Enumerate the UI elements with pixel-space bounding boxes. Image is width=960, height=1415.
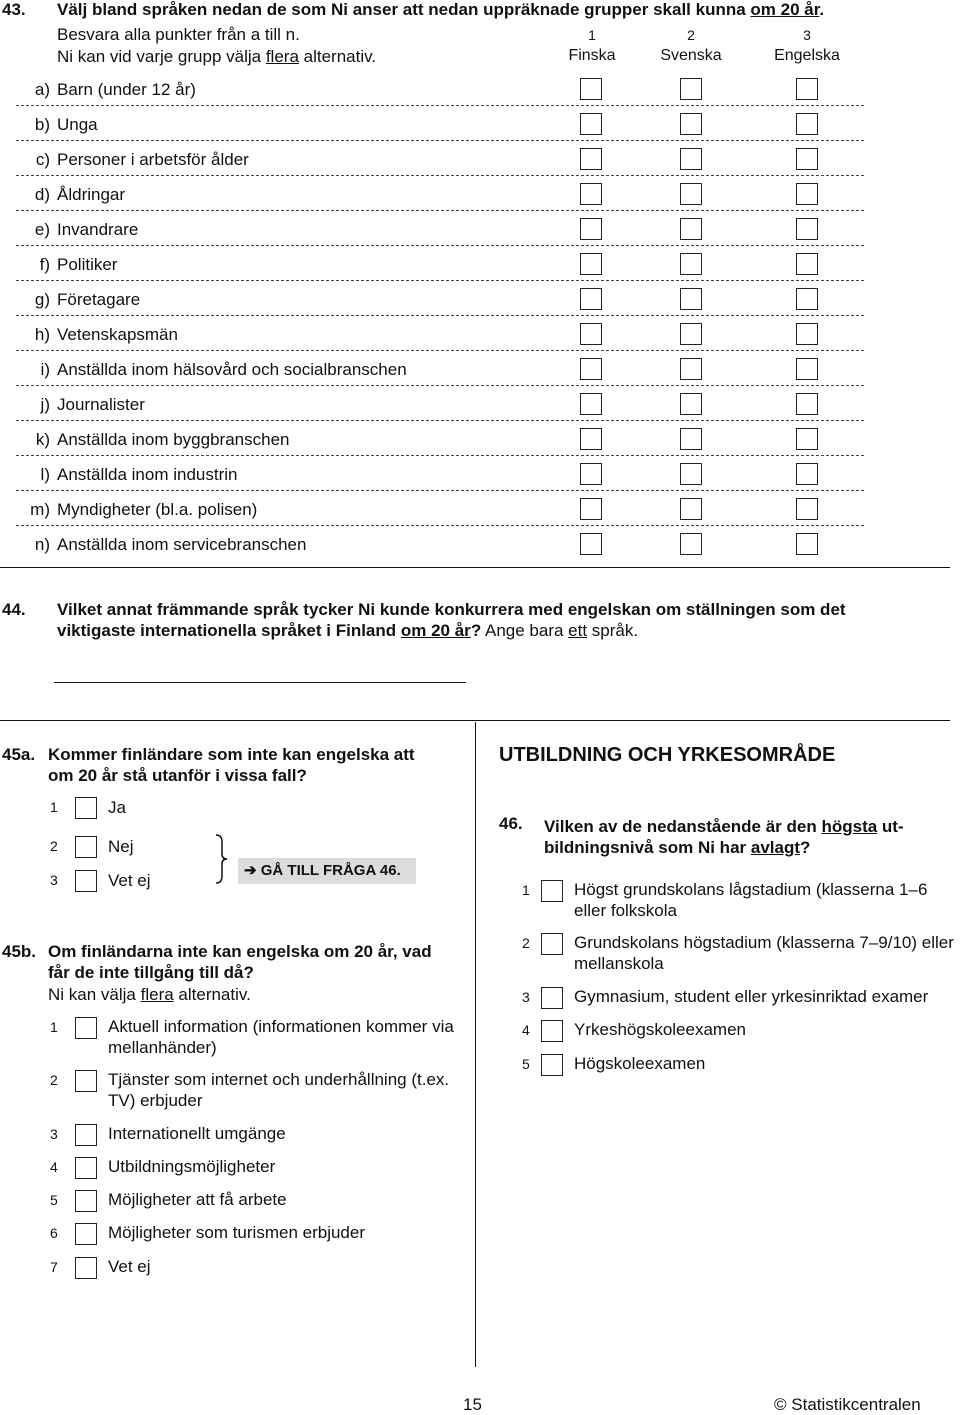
- row-letter: b): [34, 115, 50, 134]
- checkbox-engelska[interactable]: [796, 148, 818, 170]
- q46-number: 46.: [499, 814, 523, 833]
- publisher: © Statistikcentralen: [774, 1395, 921, 1414]
- option-label: Gymnasium, student eller yrkesinriktad examer: [574, 987, 929, 1006]
- checkbox-finska[interactable]: [580, 358, 602, 380]
- checkbox-engelska[interactable]: [796, 183, 818, 205]
- option-label: Möjligheter att få arbete: [108, 1190, 287, 1209]
- checkbox-option[interactable]: [75, 870, 97, 892]
- q43-number: 43.: [2, 0, 26, 19]
- row-letter: c): [35, 150, 50, 169]
- checkbox-engelska[interactable]: [796, 218, 818, 240]
- checkbox-engelska[interactable]: [796, 78, 818, 100]
- row-letter: k): [35, 430, 50, 449]
- row-letter: h): [34, 325, 50, 344]
- checkbox-engelska[interactable]: [796, 323, 818, 345]
- option-code: 6: [50, 1225, 58, 1241]
- option-label: Utbildningsmöjligheter: [108, 1157, 276, 1176]
- row-letter: n): [34, 535, 50, 554]
- row-label: Anställda inom industrin: [57, 465, 238, 484]
- checkbox-engelska[interactable]: [796, 358, 818, 380]
- row-letter: f): [39, 255, 50, 274]
- row-separator: [16, 490, 864, 491]
- q45a-question-line2: om 20 år stå utanför i vissa fall?: [48, 766, 307, 785]
- option-code: 7: [50, 1259, 58, 1275]
- row-label: Vetenskapsmän: [57, 325, 178, 344]
- row-separator: [16, 210, 864, 211]
- checkbox-option[interactable]: [541, 933, 563, 955]
- row-label: Invandrare: [57, 220, 139, 239]
- checkbox-finska[interactable]: [580, 218, 602, 240]
- checkbox-engelska[interactable]: [796, 498, 818, 520]
- row-label: Unga: [57, 115, 98, 134]
- arrow-right-icon: ➔: [244, 862, 257, 879]
- option-code: 5: [50, 1192, 58, 1208]
- row-letter: e): [34, 220, 50, 239]
- row-separator: [16, 280, 864, 281]
- checkbox-option[interactable]: [75, 836, 97, 858]
- option-label: Nej: [108, 837, 134, 856]
- column-header-svenska: Svenska: [660, 47, 722, 64]
- q45a-number: 45a.: [2, 745, 36, 764]
- checkbox-svenska[interactable]: [680, 323, 702, 345]
- checkbox-finska[interactable]: [580, 113, 602, 135]
- row-letter: g): [34, 290, 50, 309]
- q43-instruction-2: Ni kan vid varje grupp välja flera alternativ.: [57, 47, 377, 66]
- checkbox-finska[interactable]: [580, 463, 602, 485]
- checkbox-finska[interactable]: [580, 533, 602, 555]
- option-label: Tjänster som internet och underhållning (t.ex. TV) erbjuder: [108, 1070, 450, 1110]
- brace-icon: [214, 834, 228, 884]
- option-code: 1: [50, 799, 58, 815]
- divider-q43: [0, 567, 950, 568]
- option-label: Grundskolans högstadium (klasserna 7–9/10) eller mellanskola: [574, 933, 954, 973]
- checkbox-svenska[interactable]: [680, 533, 702, 555]
- row-label: Politiker: [57, 255, 118, 274]
- checkbox-svenska[interactable]: [680, 358, 702, 380]
- option-label: Vet ej: [108, 871, 151, 890]
- option-code: 4: [522, 1022, 530, 1038]
- row-separator: [16, 140, 864, 141]
- q45b-question-line1: Om finländarna inte kan engelska om 20 år, vad: [48, 942, 432, 961]
- row-separator: [16, 350, 864, 351]
- checkbox-engelska[interactable]: [796, 288, 818, 310]
- option-code: 2: [50, 1072, 58, 1088]
- checkbox-svenska[interactable]: [680, 183, 702, 205]
- row-label: Barn (under 12 år): [57, 80, 196, 99]
- checkbox-engelska[interactable]: [796, 113, 818, 135]
- checkbox-option[interactable]: [75, 1124, 97, 1146]
- section-title: UTBILDNING OCH YRKESOMRÅDE: [499, 744, 836, 766]
- checkbox-finska[interactable]: [580, 288, 602, 310]
- checkbox-engelska[interactable]: [796, 393, 818, 415]
- checkbox-option[interactable]: [541, 880, 563, 902]
- checkbox-finska[interactable]: [580, 393, 602, 415]
- checkbox-finska[interactable]: [580, 148, 602, 170]
- checkbox-finska[interactable]: [580, 323, 602, 345]
- column-header-finska: Finska: [568, 47, 616, 64]
- checkbox-finska[interactable]: [580, 183, 602, 205]
- option-label: Möjligheter som turismen erbjuder: [108, 1223, 365, 1242]
- q44-question-line1: Vilket annat främmande språk tycker Ni kunde konkurrera med engelskan om ställningen som det: [57, 600, 846, 619]
- row-label: Anställda inom byggbranschen: [57, 430, 290, 449]
- row-separator: [16, 315, 864, 316]
- row-label: Anställda inom servicebranschen: [57, 535, 307, 554]
- q44-answer-line[interactable]: [54, 682, 466, 683]
- checkbox-svenska[interactable]: [680, 393, 702, 415]
- row-label: Åldringar: [57, 185, 126, 204]
- checkbox-option[interactable]: [541, 1054, 563, 1076]
- option-code: 5: [522, 1056, 530, 1072]
- q46-question-line1: Vilken av de nedanstående är den högsta ut-: [544, 817, 904, 836]
- row-separator: [16, 385, 864, 386]
- checkbox-option[interactable]: [75, 797, 97, 819]
- q44-number: 44.: [2, 600, 26, 619]
- checkbox-option[interactable]: [75, 1190, 97, 1212]
- row-label: Företagare: [57, 290, 141, 309]
- option-label: Vet ej: [108, 1257, 151, 1276]
- checkbox-option[interactable]: [75, 1223, 97, 1245]
- checkbox-option[interactable]: [75, 1157, 97, 1179]
- checkbox-engelska[interactable]: [796, 533, 818, 555]
- row-separator: [16, 525, 864, 526]
- checkbox-svenska[interactable]: [680, 288, 702, 310]
- checkbox-svenska[interactable]: [680, 498, 702, 520]
- q45b-instruction: Ni kan välja flera alternativ.: [48, 985, 251, 1004]
- row-separator: [16, 175, 864, 176]
- checkbox-svenska[interactable]: [680, 463, 702, 485]
- option-label: Högst grundskolans lågstadium (klasserna 1–6 eller folkskola: [574, 880, 928, 920]
- row-separator: [16, 245, 864, 246]
- checkbox-engelska[interactable]: [796, 253, 818, 275]
- row-separator: [16, 105, 864, 106]
- option-code: 2: [50, 838, 58, 854]
- checkbox-svenska[interactable]: [680, 428, 702, 450]
- checkbox-option[interactable]: [75, 1017, 97, 1039]
- option-code: 3: [522, 989, 530, 1005]
- row-label: Personer i arbetsför ålder: [57, 150, 249, 169]
- checkbox-svenska[interactable]: [680, 148, 702, 170]
- option-code: 4: [50, 1159, 58, 1175]
- option-code: 1: [50, 1019, 58, 1035]
- divider-q44: [0, 720, 950, 721]
- option-code: 3: [50, 1126, 58, 1142]
- column-divider: [475, 722, 476, 1367]
- row-separator: [16, 420, 864, 421]
- q44-question-line2: viktigaste internationella språket i Finland om 20 år? Ange bara ett språk.: [57, 621, 639, 640]
- row-letter: j): [40, 395, 50, 414]
- row-label: Journalister: [57, 395, 145, 414]
- checkbox-svenska[interactable]: [680, 113, 702, 135]
- row-separator: [16, 455, 864, 456]
- checkbox-svenska[interactable]: [680, 253, 702, 275]
- checkbox-finska[interactable]: [580, 253, 602, 275]
- checkbox-option[interactable]: [75, 1257, 97, 1279]
- q43-question: Välj bland språken nedan de som Ni anser att nedan uppräknade grupper skall kunna om 20 år.: [57, 0, 825, 19]
- option-code: 1: [522, 882, 530, 898]
- q45b-number: 45b.: [2, 942, 37, 961]
- checkbox-option[interactable]: [541, 987, 563, 1009]
- column-code-svenska: 2: [687, 27, 695, 43]
- row-letter: d): [34, 185, 50, 204]
- row-label: Myndigheter (bl.a. polisen): [57, 500, 258, 519]
- row-letter: i): [40, 360, 50, 379]
- column-code-engelska: 3: [803, 27, 811, 43]
- option-label: Ja: [108, 798, 126, 817]
- option-label: Aktuell information (informationen kommer via mellanhänder): [108, 1017, 454, 1057]
- checkbox-option[interactable]: [75, 1070, 97, 1092]
- row-letter: a): [34, 80, 50, 99]
- row-letter: l): [40, 465, 50, 484]
- checkbox-option[interactable]: [541, 1020, 563, 1042]
- checkbox-finska[interactable]: [580, 78, 602, 100]
- checkbox-engelska[interactable]: [796, 463, 818, 485]
- option-code: 3: [50, 872, 58, 888]
- option-label: Yrkeshögskoleexamen: [574, 1020, 746, 1039]
- row-letter: m): [30, 500, 50, 519]
- checkbox-finska[interactable]: [580, 498, 602, 520]
- column-code-finska: 1: [588, 27, 596, 43]
- q43-instruction-1: Besvara alla punkter från a till n.: [57, 25, 300, 44]
- checkbox-svenska[interactable]: [680, 78, 702, 100]
- checkbox-engelska[interactable]: [796, 428, 818, 450]
- q45a-question-line1: Kommer finländare som inte kan engelska att: [48, 745, 415, 764]
- copyright-icon: ©: [774, 1395, 787, 1414]
- q46-question-line2: bildningsnivå som Ni har avlagt?: [544, 838, 811, 857]
- checkbox-svenska[interactable]: [680, 218, 702, 240]
- goto-q46-label: ➔ GÅ TILL FRÅGA 46.: [238, 858, 416, 884]
- option-label: Internationellt umgänge: [108, 1124, 286, 1143]
- option-code: 2: [522, 935, 530, 951]
- page-number: 15: [463, 1395, 482, 1414]
- checkbox-finska[interactable]: [580, 428, 602, 450]
- row-label: Anställda inom hälsovård och socialbranschen: [57, 360, 407, 379]
- column-header-engelska: Engelska: [774, 47, 840, 64]
- option-label: Högskoleexamen: [574, 1054, 706, 1073]
- q45b-question-line2: får de inte tillgång till då?: [48, 963, 254, 982]
